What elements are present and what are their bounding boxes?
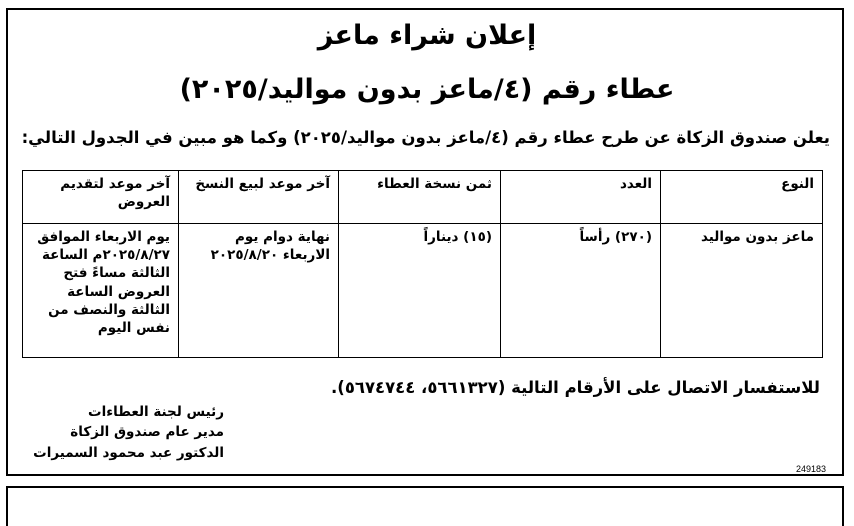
header-submission-deadline: آخر موعد لتقديم العروض [23,171,179,224]
cell-type: ماعز بدون مواليد [661,224,823,358]
intro-text: يعلن صندوق الزكاة عن طرح عطاء رقم (٤/ماعز بدون مواليد/٢٠٢٥) وكما هو مبين في الجدول التالي: [21,128,830,147]
cell-copies-deadline: نهاية دوام يوم الاربعاء ٢٠٢٥/٨/٢٠ [179,224,339,358]
signature-line-3: الدكتور عبد محمود السميرات [33,444,224,461]
cell-price: (١٥) ديناراً [339,224,501,358]
signature-line-2: مدير عام صندوق الزكاة [70,424,224,441]
header-price: ثمن نسخة العطاء [339,171,501,224]
header-count: العدد [501,171,661,224]
tender-number: عطاء رقم (٤/ماعز بدون مواليد/٢٠٢٥) [179,74,675,105]
tender-table [22,170,823,358]
signature-line-1: رئيس لجنة العطاءات [88,404,224,420]
next-announcement-frame [6,486,844,526]
header-type: النوع [661,171,823,224]
cell-submission-deadline: يوم الاربعاء الموافق ٢٠٢٥/٨/٢٧م الساعة الثالثة مساءً فتح العروض الساعة الثالثة والنصف من نفس اليوم [23,224,179,358]
cell-count: (٢٧٠) رأساً [501,224,661,358]
table-row [23,224,823,358]
contact-line: للاستفسار الاتصال على الأرقام التالية (٥٦٦١٣٢٧، ٥٦٧٤٧٤٤). [331,378,820,397]
header-copies-deadline: آخر موعد لبيع النسخ [179,171,339,224]
announcement-title: إعلان شراء ماعز [317,20,537,51]
signature-block [24,402,224,463]
reference-number: 249183 [795,464,826,474]
table-header-row [23,171,823,224]
